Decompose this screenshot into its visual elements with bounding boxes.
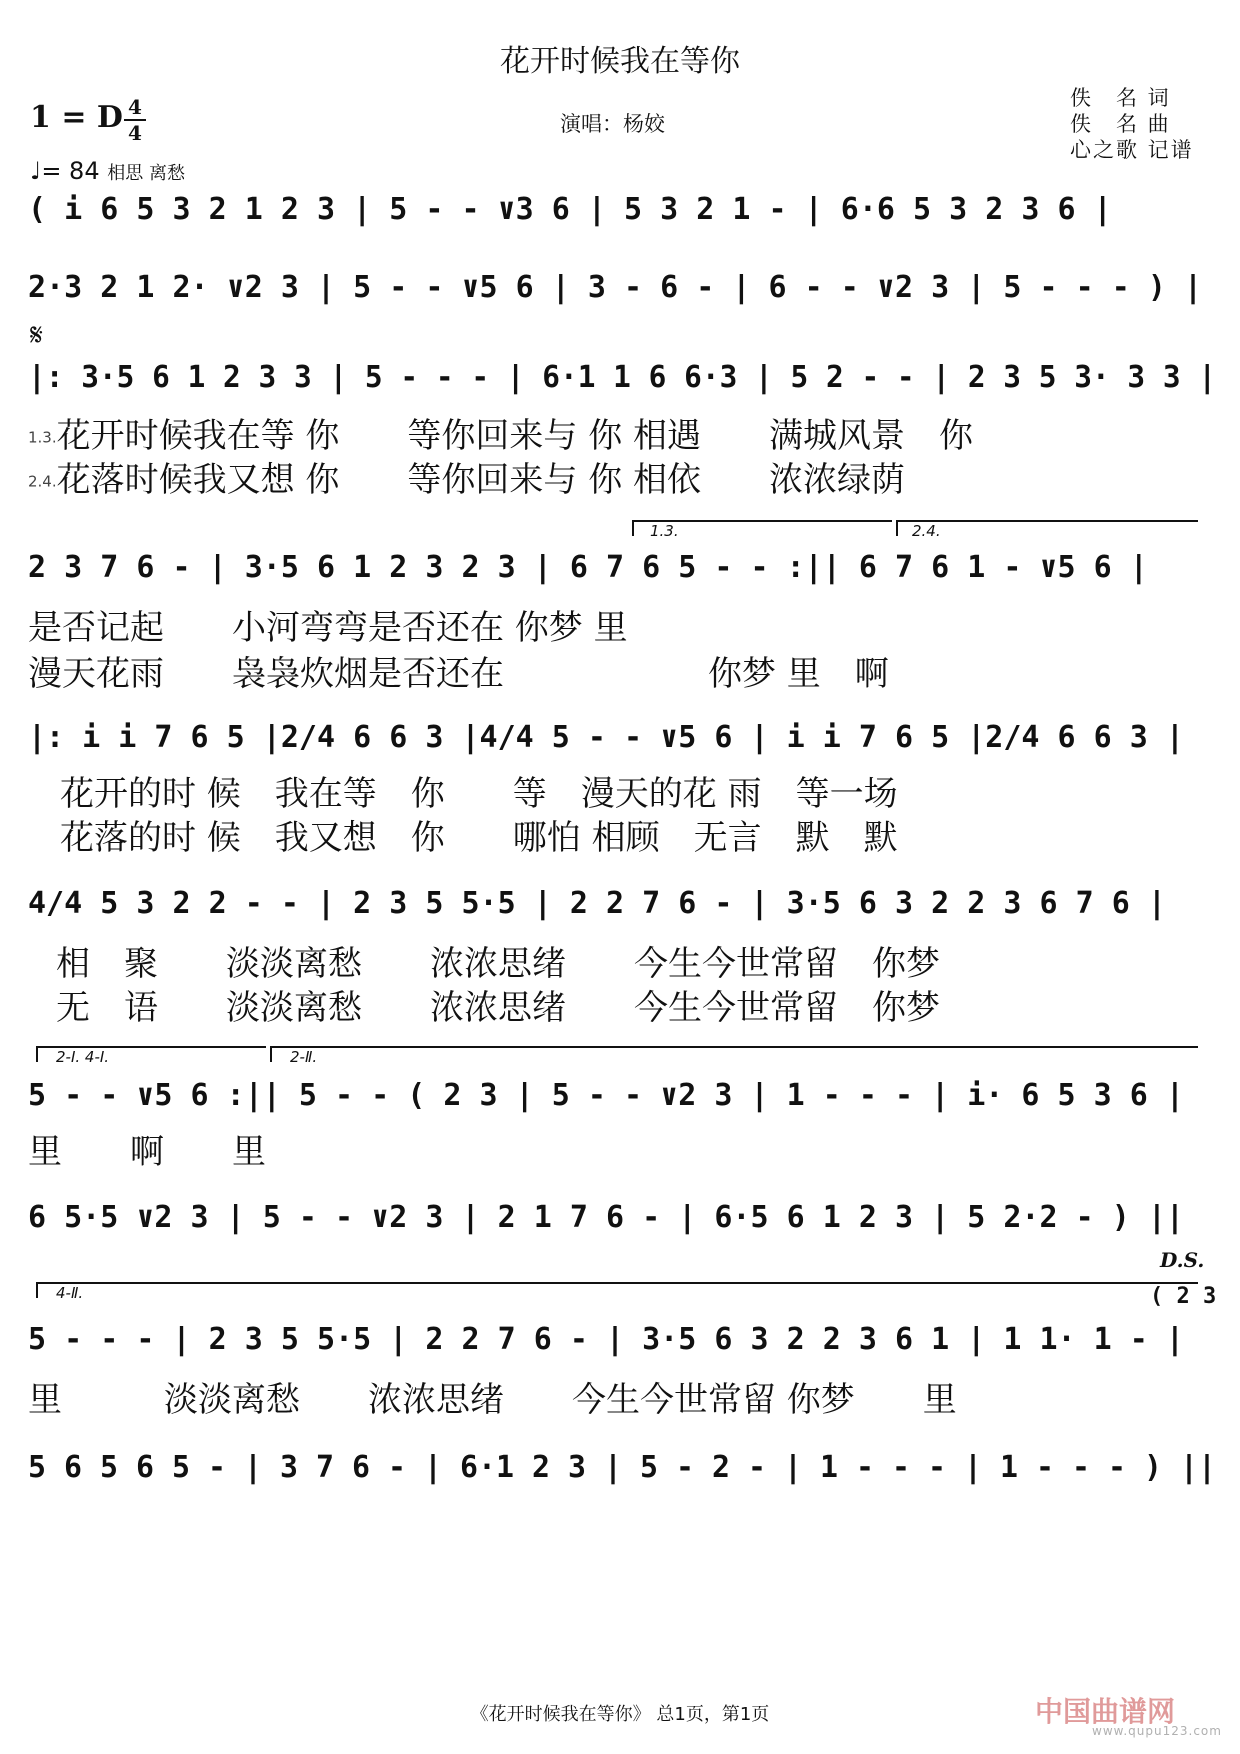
time-signature-bottom: 4 (128, 121, 142, 145)
lyric-line-5-verse-b: 花落的时 候 我又想 你 哪怕 相顾 无言 默 默 (60, 818, 898, 858)
score-line-5: |: i i 7 6 5 |2/4 6 6 3 |4/4 5 - - ∨5 6 | i i 7 6 5 |2/4 6 6 3 | (28, 720, 1184, 755)
volta-label-1: 1.3. (650, 522, 679, 540)
score-line-1: ( i 6 5 3 2 1 2 3 | 5 - - ∨3 6 | 5 3 2 1 - | 6·6 5 3 2 3 6 | (28, 192, 1112, 227)
tempo-marking (30, 157, 185, 185)
volta-label-3: 2-Ⅰ. 4-Ⅰ. (56, 1048, 110, 1066)
verse-number: 1.3. (28, 428, 57, 447)
lyric-line-7: 里 啊 里 (28, 1132, 266, 1172)
lyric-line-9: 里 淡淡离愁 浓浓思绪 今生今世常留 你梦 里 (28, 1380, 957, 1420)
lyric-line-6-verse-b: 无 语 淡淡离愁 浓浓思绪 今生今世常留 你梦 (56, 988, 940, 1028)
volta-bracket-4 (270, 1046, 1198, 1062)
lyric-line-3-verse-a (28, 408, 973, 457)
score-line-10: 5 6 5 6 5 - | 3 7 6 - | 6·1 2 3 | 5 - 2 - | 1 - - - | 1 - - - ) || (28, 1450, 1217, 1485)
lyric-line-4-verse-b: 漫天花雨 袅袅炊烟是否还在 你梦 里 啊 (28, 654, 889, 694)
volta-label-2: 2.4. (912, 522, 941, 540)
score-line-2: 2·3 2 1 2· ∨2 3 | 5 - - ∨5 6 | 3 - 6 - | 6 - - ∨2 3 | 5 - - - ) | (28, 270, 1202, 305)
lyric-line-5-verse-a: 花开的时 候 我在等 你 等 漫天的花 雨 等一场 (60, 774, 898, 814)
lyric-line-6-verse-a: 相 聚 淡淡离愁 浓浓思绪 今生今世常留 你梦 (56, 944, 940, 984)
score-line-3: |: 3·5 6 1 2 3 3 | 5 - - - | 6·1 1 6 6·3 | 5 2 - - | 2 3 5 3· 3 3 | (28, 360, 1217, 395)
score-line-6: 4/4 5 3 2 2 - - | 2 3 5 5·5 | 2 2 7 6 - | 3·5 6 3 2 2 3 6 7 6 | (28, 886, 1166, 921)
song-title: 花开时候我在等你 (500, 44, 740, 79)
site-watermark: 中国曲谱网 (1035, 1695, 1176, 1728)
composer-credit: 佚 名 曲 (1070, 112, 1171, 136)
dal-segno-mark: D.S. (1160, 1248, 1205, 1272)
lyric-text: 花落时候我又想 你 等你回来与 你 相依 浓浓绿荫 (56, 460, 906, 500)
verse-number: 2.4. (28, 472, 57, 491)
tempo-expression: 相思 离愁 (107, 163, 185, 184)
segno-sign: 𝄋 (30, 318, 43, 353)
volta-bracket-5 (36, 1282, 1198, 1298)
score-line-7: 5 - - ∨5 6 :|| 5 - - ( 2 3 | 5 - - ∨2 3 | 1 - - - | i· 6 5 3 6 | (28, 1078, 1184, 1113)
pickup-notes: ( 2 3 (1150, 1284, 1217, 1309)
site-watermark-url: www.qupu123.com (1092, 1724, 1222, 1738)
score-line-8: 6 5·5 ∨2 3 | 5 - - ∨2 3 | 2 1 7 6 - | 6·5 6 1 2 3 | 5 2·2 - ) || (28, 1200, 1184, 1235)
lyric-line-3-verse-b (28, 452, 905, 501)
score-line-9: 5 - - - | 2 3 5 5·5 | 2 2 7 6 - | 3·5 6 3 2 2 3 6 1 | 1 1· 1 - | (28, 1322, 1184, 1357)
time-signature (124, 96, 146, 144)
key-signature: 1 = D (30, 100, 123, 135)
score-line-4: 2 3 7 6 - | 3·5 6 1 2 3 2 3 | 6 7 6 5 - - :|| 6 7 6 1 - ∨5 6 | (28, 550, 1148, 585)
lyric-line-4-verse-a: 是否记起 小河弯弯是否还在 你梦 里 (28, 608, 628, 648)
lyricist-credit: 佚 名 词 (1070, 86, 1171, 110)
lyric-text: 花开时候我在等 你 等你回来与 你 相遇 满城风景 你 (56, 416, 974, 456)
singer-credit: 演唱：杨姣 (560, 112, 665, 136)
volta-label-4: 2-Ⅱ. (290, 1048, 318, 1066)
tempo-value: ♩= 84 (30, 157, 100, 185)
time-signature-top: 4 (128, 95, 142, 119)
transcriber-credit: 心之歌 记谱 (1070, 138, 1194, 162)
page-footer: 《花开时候我在等你》 总1页，第1页 (470, 1704, 770, 1725)
volta-label-5: 4-Ⅱ. (56, 1284, 84, 1302)
volta-bracket-2 (896, 520, 1198, 536)
